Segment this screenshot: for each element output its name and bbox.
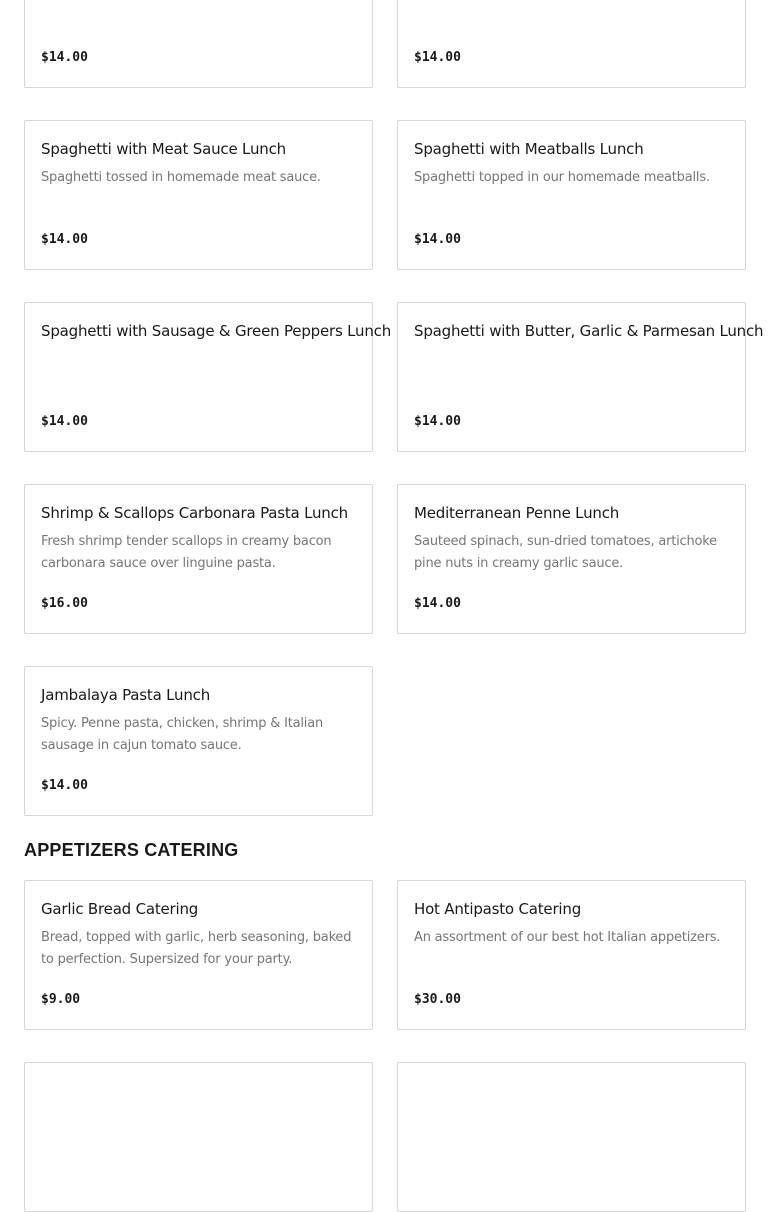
menu-item-name: Shrimp & Scallops Carbonara Pasta Lunch (41, 504, 348, 522)
menu-item-price: $14.00 (41, 50, 88, 65)
menu-item-price: $14.00 (414, 414, 461, 429)
menu-item-card[interactable] (24, 1062, 373, 1212)
menu-item-description: Spaghetti topped in our homemade meatballs. (414, 170, 710, 185)
menu-item-card[interactable] (24, 666, 373, 816)
menu-item-description: Spaghetti tossed in homemade meat sauce. (41, 170, 321, 185)
menu-item-card[interactable] (397, 484, 746, 634)
menu-item-description: Fresh shrimp tender scallops in creamy bacon carbonara sauce over linguine pasta. (41, 534, 332, 571)
menu-item-card[interactable] (397, 880, 746, 1030)
menu-item-price: $16.00 (41, 596, 88, 611)
menu-item-name: Garlic Bread Catering (41, 900, 199, 918)
menu-item-card[interactable] (24, 880, 373, 1030)
menu-item-card[interactable] (397, 302, 764, 452)
menu-item-price: $14.00 (41, 414, 88, 429)
menu-item-name: Mediterranean Penne Lunch (414, 504, 620, 522)
menu-item-name: Spaghetti with Sausage & Green Peppers Lunch (41, 322, 392, 340)
menu-item-price: $9.00 (41, 992, 81, 1007)
menu-item-price: $14.00 (41, 232, 88, 247)
menu-item-card[interactable] (24, 0, 373, 88)
menu-item-name: Jambalaya Pasta Lunch (41, 686, 211, 704)
menu-item-price: $14.00 (41, 778, 88, 793)
menu-item-name: Hot Antipasto Catering (414, 900, 582, 918)
menu-item-price: $14.00 (414, 596, 461, 611)
menu-item-card[interactable] (24, 302, 392, 452)
menu-item-description: Sauteed spinach, sun-dried tomatoes, artichoke pine nuts in creamy garlic sauce. (414, 534, 717, 571)
menu-item-description: Bread, topped with garlic, herb seasoning, baked to perfection. Supersized for your party. (41, 930, 352, 967)
menu-item-description: Spicy. Penne pasta, chicken, shrimp & Italian sausage in cajun tomato sauce. (41, 716, 323, 753)
menu-item-card[interactable] (397, 0, 746, 88)
menu-item-name: Spaghetti with Meat Sauce Lunch (41, 140, 286, 158)
menu-item-card[interactable] (24, 484, 373, 634)
menu-item-name: Spaghetti with Butter, Garlic & Parmesan Lunch (414, 322, 764, 340)
section-title: APPETIZERS CATERING (24, 840, 239, 860)
menu-item-description: An assortment of our best hot Italian appetizers. (414, 930, 721, 945)
menu-item-price: $30.00 (414, 992, 461, 1007)
menu-item-price: $14.00 (414, 50, 461, 65)
menu-item-card[interactable] (24, 120, 373, 270)
menu-item-price: $14.00 (414, 232, 461, 247)
menu-item-card[interactable] (397, 1062, 746, 1212)
menu-item-card[interactable] (397, 120, 746, 270)
menu-item-name: Spaghetti with Meatballs Lunch (414, 140, 644, 158)
